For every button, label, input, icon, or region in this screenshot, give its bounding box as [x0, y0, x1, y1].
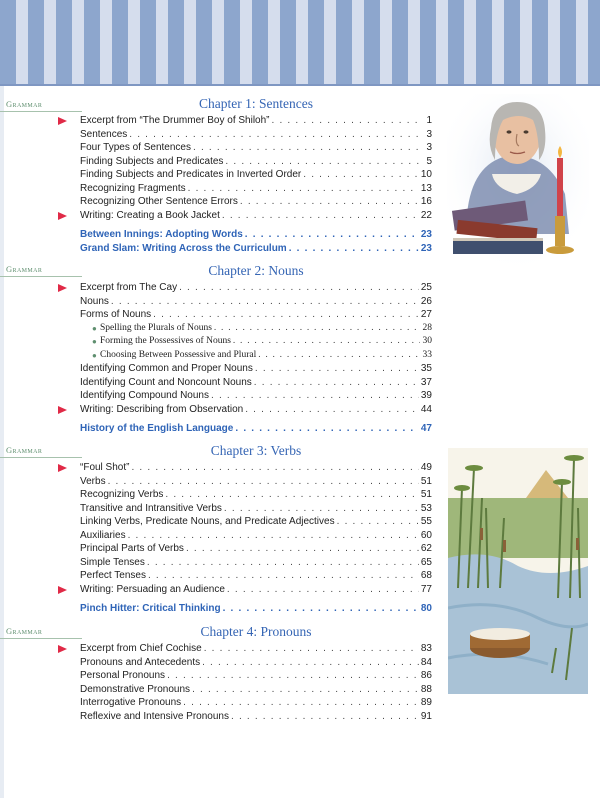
- dot-leader: [224, 502, 419, 516]
- section-tag-rule: [0, 276, 82, 277]
- toc-entry[interactable]: [80, 488, 432, 502]
- entry-label: Verbs: [80, 475, 106, 487]
- section-tag-rule: [0, 638, 82, 639]
- dot-leader: [289, 242, 419, 256]
- entry-label: Recognizing Fragments: [80, 182, 186, 194]
- arrow-marker-icon: [58, 586, 67, 594]
- toc-entry[interactable]: [80, 529, 432, 543]
- chapter-1-entries: [80, 114, 432, 255]
- header-stripes: [0, 0, 600, 84]
- bullet-icon: ●: [92, 350, 97, 360]
- entry-label: “Foul Shot”: [80, 462, 130, 473]
- toc-entry[interactable]: [80, 141, 432, 155]
- entry-label: Forming the Possessives of Nouns: [100, 336, 231, 346]
- toc-entry[interactable]: [80, 362, 432, 376]
- entry-label: Demonstrative Pronouns: [80, 683, 191, 695]
- dot-leader: [165, 488, 418, 502]
- dot-leader: [108, 475, 419, 489]
- arrow-marker-icon: [58, 645, 67, 653]
- arrow-marker-icon: [58, 284, 67, 292]
- page-number: 5: [426, 155, 432, 167]
- bullet-icon: ●: [92, 323, 97, 333]
- entry-label: Recognizing Verbs: [80, 489, 164, 500]
- dot-leader: [214, 322, 420, 336]
- page-number: 23: [420, 229, 432, 240]
- dot-leader: [255, 362, 419, 376]
- page-edge: [0, 0, 4, 798]
- dot-leader: [147, 556, 419, 570]
- toc-entry[interactable]: [80, 642, 432, 656]
- page-number: 25: [420, 282, 432, 293]
- page-number: 44: [420, 403, 432, 415]
- dot-leader: [153, 308, 419, 322]
- entry-label: Identifying Compound Nouns: [80, 390, 209, 401]
- entry-label: Excerpt from The Cay: [80, 282, 178, 293]
- page-number: 37: [420, 376, 432, 388]
- entry-label: Forms of Nouns: [80, 309, 152, 320]
- dot-leader: [188, 182, 419, 196]
- entry-label: Sentences: [80, 128, 128, 140]
- page-number: 13: [420, 182, 432, 194]
- toc-entry[interactable]: [80, 583, 432, 597]
- page-number: 60: [420, 529, 432, 541]
- page-number: 3: [426, 128, 432, 140]
- toc-entry[interactable]: [80, 168, 432, 182]
- page-number: 27: [420, 309, 432, 320]
- toc-entry[interactable]: [80, 683, 432, 697]
- dot-leader: [240, 195, 419, 209]
- dot-leader: [131, 461, 418, 475]
- section-tag: Grammar: [6, 264, 43, 274]
- toc-entry[interactable]: [80, 542, 432, 556]
- page-number: 89: [420, 697, 432, 708]
- section-tag: Grammar: [6, 626, 43, 636]
- page-number: 3: [426, 142, 432, 153]
- feature-entry[interactable]: [80, 422, 432, 436]
- toc-entry[interactable]: [80, 389, 432, 403]
- dot-leader: [223, 602, 419, 616]
- page-number: 84: [420, 656, 432, 668]
- toc-entry[interactable]: [80, 461, 432, 475]
- dot-leader: [211, 389, 419, 403]
- toc-entry[interactable]: [80, 403, 432, 417]
- toc-subentry[interactable]: [80, 349, 432, 363]
- toc-entry[interactable]: [80, 556, 432, 570]
- dot-leader: [192, 683, 419, 697]
- entry-label: Writing: Creating a Book Jacket: [80, 209, 220, 221]
- dot-leader: [245, 228, 419, 242]
- page-number: 51: [420, 475, 432, 487]
- river-illustration: [448, 448, 588, 694]
- page-number: 62: [420, 543, 432, 554]
- dot-leader: [204, 642, 419, 656]
- toc-entry[interactable]: [80, 376, 432, 390]
- page-number: 77: [420, 583, 432, 595]
- chapter-title: Chapter 2: Nouns: [208, 263, 304, 278]
- entry-label: Finding Subjects and Predicates in Inverted Order: [80, 169, 302, 180]
- page-number: 1: [426, 115, 432, 126]
- page-number: 83: [420, 643, 432, 654]
- dot-leader: [254, 376, 419, 390]
- portrait-illustration: [447, 94, 589, 266]
- toc-entry[interactable]: [80, 515, 432, 529]
- dot-leader: [337, 515, 419, 529]
- arrow-marker-icon: [58, 406, 67, 414]
- toc-entry[interactable]: [80, 114, 432, 128]
- bullet-icon: ●: [92, 337, 97, 346]
- page-number: 39: [420, 390, 432, 401]
- entry-label: Reflexive and Intensive Pronouns: [80, 710, 229, 722]
- page-number: 33: [422, 349, 432, 360]
- toc-entry[interactable]: [80, 281, 432, 295]
- dot-leader: [272, 114, 421, 128]
- dot-leader: [235, 422, 419, 436]
- toc-entry[interactable]: [80, 182, 432, 196]
- page-number: 86: [420, 670, 432, 681]
- dot-leader: [258, 349, 420, 363]
- feature-entry[interactable]: [80, 242, 432, 256]
- arrow-marker-icon: [58, 464, 67, 472]
- dot-leader: [231, 710, 419, 724]
- entry-label: Interrogative Pronouns: [80, 697, 182, 708]
- entry-label: Pinch Hitter: Critical Thinking: [80, 603, 221, 614]
- entry-label: Pronouns and Antecedents: [80, 656, 201, 668]
- chapter-title: Chapter 4: Pronouns: [200, 624, 312, 639]
- toc-entry[interactable]: [80, 696, 432, 710]
- page-number: 22: [420, 209, 432, 221]
- entry-label: Transitive and Intransitive Verbs: [80, 502, 222, 514]
- dot-leader: [193, 141, 420, 155]
- entry-label: Spelling the Plurals of Nouns: [100, 322, 212, 333]
- toc-entry[interactable]: [80, 710, 432, 724]
- feature-entry[interactable]: [80, 228, 432, 242]
- page-number: 80: [420, 603, 432, 614]
- dot-leader: [225, 155, 420, 169]
- header-stripes-edge: [0, 84, 600, 86]
- entry-label: Personal Pronouns: [80, 670, 166, 681]
- toc-subentry[interactable]: [80, 322, 432, 336]
- entry-label: Perfect Tenses: [80, 570, 146, 581]
- arrow-marker-icon: [58, 212, 67, 220]
- arrow-marker-icon: [58, 117, 67, 125]
- page-number: 10: [420, 169, 432, 180]
- page-number: 28: [422, 322, 432, 333]
- page-number: 26: [420, 295, 432, 307]
- page-number: 35: [420, 363, 432, 374]
- dot-leader: [129, 128, 420, 142]
- entry-label: Recognizing Other Sentence Errors: [80, 196, 238, 207]
- entry-label: Grand Slam: Writing Across the Curriculum: [80, 242, 287, 254]
- entry-label: Identifying Count and Noncount Nouns: [80, 376, 252, 388]
- feature-entry[interactable]: [80, 602, 432, 616]
- toc-entry[interactable]: [80, 475, 432, 489]
- entry-label: Simple Tenses: [80, 556, 145, 568]
- entry-label: Four Types of Sentences: [80, 142, 191, 153]
- dot-leader: [179, 281, 419, 295]
- section-tag-rule: [0, 111, 82, 112]
- dot-leader: [202, 656, 419, 670]
- page-number: 30: [422, 336, 432, 346]
- page-number: 51: [420, 489, 432, 500]
- entry-label: Excerpt from “The Drummer Boy of Shiloh”: [80, 115, 270, 126]
- dot-leader: [233, 335, 420, 349]
- entry-label: Writing: Persuading an Audience: [80, 583, 225, 595]
- chapter-3-entries: [80, 461, 432, 616]
- page-number: 68: [420, 570, 432, 581]
- page-number: 65: [420, 556, 432, 568]
- page-number: 16: [420, 196, 432, 207]
- dot-leader: [222, 209, 419, 223]
- page-number: 47: [420, 423, 432, 434]
- toc-entry[interactable]: [80, 502, 432, 516]
- page-number: 88: [420, 683, 432, 695]
- page-number: 53: [420, 502, 432, 514]
- dot-leader: [303, 168, 419, 182]
- toc-entry[interactable]: [80, 656, 432, 670]
- toc-entry[interactable]: [80, 155, 432, 169]
- dot-leader: [111, 295, 419, 309]
- chapter-title: Chapter 1: Sentences: [199, 96, 313, 111]
- section-tag: Grammar: [6, 445, 43, 455]
- toc-subentry[interactable]: [80, 335, 432, 349]
- dot-leader: [186, 542, 419, 556]
- dot-leader: [167, 669, 419, 683]
- page-number: 49: [420, 462, 432, 473]
- dot-leader: [128, 529, 419, 543]
- dot-leader: [148, 569, 419, 583]
- toc-entry[interactable]: [80, 308, 432, 322]
- entry-label: Linking Verbs, Predicate Nouns, and Predicate Adjectives: [80, 516, 335, 527]
- dot-leader: [183, 696, 419, 710]
- chapter-2-entries: [80, 281, 432, 436]
- dot-leader: [245, 403, 419, 417]
- entry-label: Finding Subjects and Predicates: [80, 155, 224, 167]
- toc-entry[interactable]: [80, 669, 432, 683]
- toc-entry[interactable]: [80, 209, 432, 223]
- toc-entry[interactable]: [80, 128, 432, 142]
- toc-entry[interactable]: [80, 195, 432, 209]
- entry-label: Identifying Common and Proper Nouns: [80, 363, 253, 374]
- entry-label: Principal Parts of Verbs: [80, 543, 184, 554]
- entry-label: Auxiliaries: [80, 529, 126, 541]
- toc-entry[interactable]: [80, 569, 432, 583]
- dot-leader: [227, 583, 419, 597]
- page-number: 91: [420, 710, 432, 722]
- entry-label: Nouns: [80, 295, 109, 307]
- toc-entry[interactable]: [80, 295, 432, 309]
- entry-label: Excerpt from Chief Cochise: [80, 643, 202, 654]
- entry-label: History of the English Language: [80, 423, 234, 434]
- entry-label: Between Innings: Adopting Words: [80, 229, 243, 240]
- page-number: 23: [420, 242, 432, 254]
- chapter-4-entries: [80, 642, 432, 723]
- section-tag-rule: [0, 457, 82, 458]
- page-number: 55: [420, 516, 432, 527]
- entry-label: Writing: Describing from Observation: [80, 403, 244, 415]
- chapter-title: Chapter 3: Verbs: [210, 443, 302, 458]
- section-tag: Grammar: [6, 99, 43, 109]
- entry-label: Choosing Between Possessive and Plural: [100, 349, 257, 360]
